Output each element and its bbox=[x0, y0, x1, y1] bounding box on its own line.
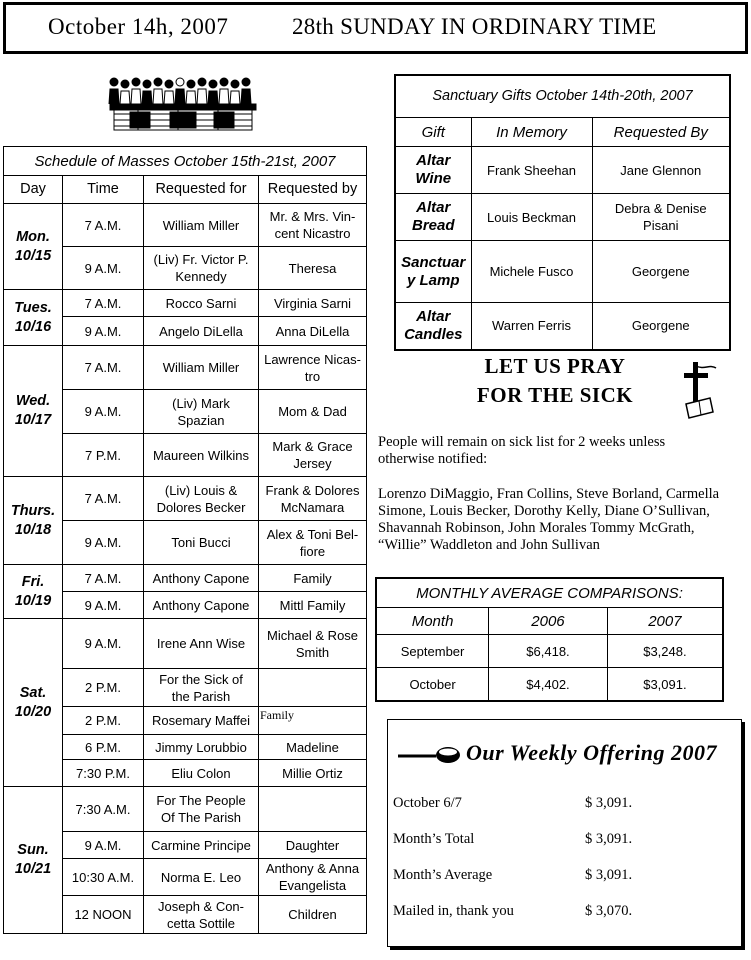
schedule-time: 7 A.M. bbox=[63, 204, 144, 247]
collection-basket-icon bbox=[396, 742, 462, 768]
gift-row bbox=[395, 303, 730, 350]
monthly-comparisons-table bbox=[375, 577, 724, 702]
gift-row bbox=[395, 147, 730, 194]
schedule-requested-for: (Liv) Louis & Dolores Becker bbox=[144, 477, 259, 521]
schedule-requested-by: Virginia Sarni bbox=[259, 290, 367, 317]
schedule-row bbox=[4, 204, 367, 247]
schedule-time: 7 P.M. bbox=[63, 434, 144, 477]
schedule-requested-by: Alex & Toni Bel- fiore bbox=[259, 521, 367, 565]
gift-row bbox=[395, 194, 730, 241]
gift-requested-by: Georgene bbox=[592, 241, 730, 303]
gift-requested-by: Debra & Denise Pisani bbox=[592, 194, 730, 241]
last-supper-illustration bbox=[98, 70, 268, 136]
schedule-day: Thurs. 10/18 bbox=[4, 477, 63, 565]
gift-in-memory: Warren Ferris bbox=[471, 303, 592, 350]
monthly-2007: $3,091. bbox=[607, 668, 723, 702]
gift-in-memory: Louis Beckman bbox=[471, 194, 592, 241]
schedule-requested-for: For The People Of The Parish bbox=[144, 787, 259, 832]
schedule-row bbox=[4, 477, 367, 521]
schedule-time: 7 A.M. bbox=[63, 477, 144, 521]
schedule-requested-for: Rosemary Maffei bbox=[144, 707, 259, 735]
schedule-requested-by: Mittl Family bbox=[259, 592, 367, 619]
col-gift-requested-by: Requested By bbox=[592, 118, 730, 147]
monthly-2006: $4,402. bbox=[489, 668, 608, 702]
schedule-requested-for: For the Sick of the Parish bbox=[144, 669, 259, 707]
schedule-time: 7:30 P.M. bbox=[63, 760, 144, 787]
schedule-requested-for: Anthony Capone bbox=[144, 565, 259, 592]
schedule-time: 9 A.M. bbox=[63, 247, 144, 290]
schedule-requested-for: Joseph & Con- cetta Sottile bbox=[144, 896, 259, 934]
col-requested-for: Requested for bbox=[144, 176, 259, 204]
schedule-row bbox=[4, 346, 367, 390]
monthly-title: MONTHLY AVERAGE COMPARISONS: bbox=[376, 578, 723, 608]
schedule-title: Schedule of Masses October 15th-21st, 2007 bbox=[4, 147, 367, 176]
schedule-requested-for: William Miller bbox=[144, 204, 259, 247]
schedule-requested-for: (Liv) Fr. Victor P. Kennedy bbox=[144, 247, 259, 290]
schedule-row bbox=[4, 787, 367, 832]
schedule-requested-by: Anthony & Anna Evangelista bbox=[259, 859, 367, 896]
cross-icon bbox=[680, 360, 720, 422]
schedule-time: 9 A.M. bbox=[63, 317, 144, 346]
sick-list-names: Lorenzo DiMaggio, Fran Collins, Steve Borland, Carmella Simone, Louis Becker, Dorothy Kelly, Diane O’Sullivan, Shavannah Robinson, John Morales Tommy McGrath, “Willie” Waddleton and John Sullivan bbox=[378, 486, 720, 553]
schedule-requested-by: Millie Ortiz bbox=[259, 760, 367, 787]
monthly-row bbox=[376, 635, 723, 668]
monthly-2007: $3,248. bbox=[607, 635, 723, 668]
schedule-requested-by: Anna DiLella bbox=[259, 317, 367, 346]
offering-line-label: Month’s Average bbox=[393, 867, 493, 883]
monthly-row bbox=[376, 668, 723, 702]
pray-heading-line1: LET US PRAY bbox=[484, 354, 626, 378]
schedule-requested-by: Mark & Grace Jersey bbox=[259, 434, 367, 477]
bulletin-date: October 14h, 2007 bbox=[48, 14, 229, 39]
schedule-requested-for: Jimmy Lorubbio bbox=[144, 735, 259, 760]
schedule-time: 2 P.M. bbox=[63, 707, 144, 735]
monthly-2006: $6,418. bbox=[489, 635, 608, 668]
schedule-time: 9 A.M. bbox=[63, 619, 144, 669]
schedule-time: 7 A.M. bbox=[63, 346, 144, 390]
schedule-row bbox=[4, 619, 367, 669]
schedule-requested-by: Lawrence Nicas- tro bbox=[259, 346, 367, 390]
schedule-requested-for: Rocco Sarni bbox=[144, 290, 259, 317]
schedule-requested-by: Family bbox=[259, 565, 367, 592]
schedule-requested-by: Children bbox=[259, 896, 367, 934]
offering-line-amount: $ 3,091. bbox=[585, 867, 633, 883]
schedule-day: Sat. 10/20 bbox=[4, 619, 63, 787]
schedule-time: 7 A.M. bbox=[63, 290, 144, 317]
schedule-time: 9 A.M. bbox=[63, 390, 144, 434]
schedule-day: Fri. 10/19 bbox=[4, 565, 63, 619]
schedule-row bbox=[4, 565, 367, 592]
schedule-time: 9 A.M. bbox=[63, 592, 144, 619]
sanctuary-gifts-table bbox=[394, 74, 731, 351]
schedule-time: 2 P.M. bbox=[63, 669, 144, 707]
gift-in-memory: Michele Fusco bbox=[471, 241, 592, 303]
schedule-day: Sun. 10/21 bbox=[4, 787, 63, 934]
col-month: Month bbox=[376, 608, 489, 635]
offering-line-label: Month’s Total bbox=[393, 831, 475, 847]
col-time: Time bbox=[63, 176, 144, 204]
gift-row bbox=[395, 241, 730, 303]
gift-requested-by: Georgene bbox=[592, 303, 730, 350]
schedule-time: 7 A.M. bbox=[63, 565, 144, 592]
bulletin-header bbox=[3, 2, 748, 54]
pray-heading-line2: FOR THE SICK bbox=[476, 383, 634, 407]
col-requested-by: Requested by bbox=[259, 176, 367, 204]
schedule-requested-for: Irene Ann Wise bbox=[144, 619, 259, 669]
gift-name: Sanctuar y Lamp bbox=[395, 241, 471, 303]
schedule-requested-by bbox=[259, 669, 367, 707]
gift-name: Altar Candles bbox=[395, 303, 471, 350]
gift-name: Altar Wine bbox=[395, 147, 471, 194]
gift-requested-by: Jane Glennon bbox=[592, 147, 730, 194]
schedule-requested-by: Michael & Rose Smith bbox=[259, 619, 367, 669]
schedule-time: 9 A.M. bbox=[63, 832, 144, 859]
schedule-requested-for: Norma E. Leo bbox=[144, 859, 259, 896]
schedule-row bbox=[4, 290, 367, 317]
schedule-time: 9 A.M. bbox=[63, 521, 144, 565]
col-2007: 2007 bbox=[607, 608, 723, 635]
pray-for-sick-heading bbox=[430, 352, 680, 410]
schedule-requested-by bbox=[259, 787, 367, 832]
schedule-day: Wed. 10/17 bbox=[4, 346, 63, 477]
schedule-requested-for: Angelo DiLella bbox=[144, 317, 259, 346]
schedule-time: 12 NOON bbox=[63, 896, 144, 934]
schedule-requested-by: Frank & Dolores McNamara bbox=[259, 477, 367, 521]
schedule-requested-for: Toni Bucci bbox=[144, 521, 259, 565]
schedule-requested-for: (Liv) Mark Spazian bbox=[144, 390, 259, 434]
offering-line-label: October 6/7 bbox=[393, 795, 462, 811]
schedule-time: 7:30 A.M. bbox=[63, 787, 144, 832]
offering-line-amount: $ 3,091. bbox=[585, 795, 633, 811]
gifts-title: Sanctuary Gifts October 14th-20th, 2007 bbox=[395, 75, 730, 118]
weekly-offering-box bbox=[387, 719, 742, 947]
schedule-requested-by: Mr. & Mrs. Vin- cent Nicastro bbox=[259, 204, 367, 247]
monthly-month: October bbox=[376, 668, 489, 702]
schedule-requested-for: Carmine Principe bbox=[144, 832, 259, 859]
schedule-requested-by: Daughter bbox=[259, 832, 367, 859]
schedule-requested-by: Theresa bbox=[259, 247, 367, 290]
liturgical-sunday: 28th SUNDAY IN ORDINARY TIME bbox=[292, 14, 657, 39]
mass-schedule-table bbox=[3, 146, 367, 934]
schedule-requested-for: Maureen Wilkins bbox=[144, 434, 259, 477]
schedule-requested-for: Anthony Capone bbox=[144, 592, 259, 619]
schedule-requested-by: Family bbox=[259, 707, 367, 735]
gift-name: Altar Bread bbox=[395, 194, 471, 241]
offering-line-amount: $ 3,070. bbox=[585, 903, 633, 919]
monthly-month: September bbox=[376, 635, 489, 668]
schedule-requested-by: Mom & Dad bbox=[259, 390, 367, 434]
col-in-memory: In Memory bbox=[471, 118, 592, 147]
offering-title: Our Weekly Offering 2007 bbox=[466, 740, 717, 765]
schedule-day: Mon. 10/15 bbox=[4, 204, 63, 290]
schedule-time: 6 P.M. bbox=[63, 735, 144, 760]
col-gift: Gift bbox=[395, 118, 471, 147]
gift-in-memory: Frank Sheehan bbox=[471, 147, 592, 194]
offering-line-amount: $ 3,091. bbox=[585, 831, 633, 847]
sick-list-note: People will remain on sick list for 2 weeks unless otherwise notified: bbox=[378, 434, 666, 467]
schedule-requested-by: Madeline bbox=[259, 735, 367, 760]
schedule-requested-for: Eliu Colon bbox=[144, 760, 259, 787]
col-2006: 2006 bbox=[489, 608, 608, 635]
offering-line-label: Mailed in, thank you bbox=[393, 903, 514, 919]
schedule-time: 10:30 A.M. bbox=[63, 859, 144, 896]
col-day: Day bbox=[4, 176, 63, 204]
schedule-requested-for: William Miller bbox=[144, 346, 259, 390]
schedule-day: Tues. 10/16 bbox=[4, 290, 63, 346]
